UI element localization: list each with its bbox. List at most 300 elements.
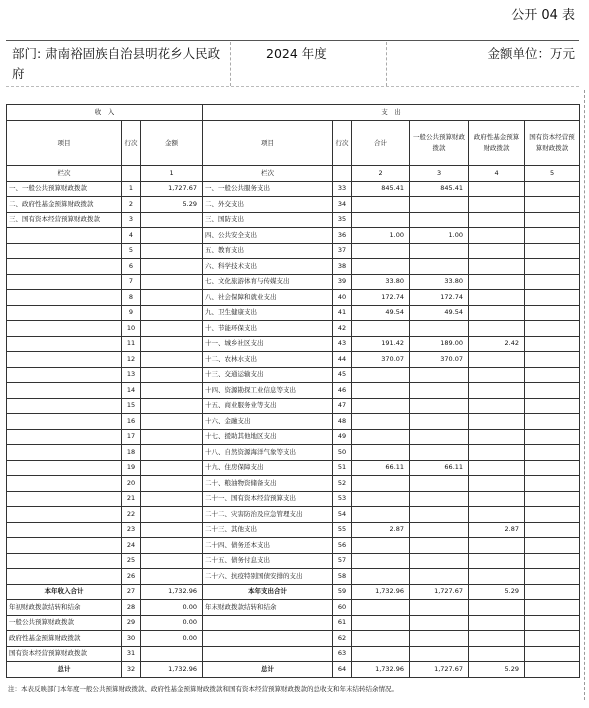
total-cell [352,212,410,228]
income-item-cell [7,367,122,383]
general-budget-cell [410,259,469,275]
gov-fund-cell [469,321,525,337]
expense-row-no-cell: 41 [333,305,352,321]
gov-fund-cell: 5.29 [469,662,525,678]
income-row-no-cell: 19 [122,460,141,476]
income-item-cell [7,228,122,244]
income-item-header: 项目 [7,121,122,166]
state-capital-cell [525,615,580,631]
income-item-cell [7,569,122,585]
table-row [7,274,580,290]
state-capital-cell [525,290,580,306]
state-capital-header: 国有资本经营预算财政拨款 [525,121,580,166]
table-row [7,197,580,213]
state-capital-cell [525,445,580,461]
income-amount-cell: 0.00 [141,615,203,631]
total-cell: 66.11 [352,460,410,476]
gov-fund-cell [469,352,525,368]
total-cell [352,538,410,554]
expense-row-no-cell: 56 [333,538,352,554]
income-amount-cell [141,460,203,476]
income-amount-cell [141,507,203,523]
state-capital-cell [525,584,580,600]
income-item-cell [7,507,122,523]
total-cell: 49.54 [352,305,410,321]
total-cell [352,259,410,275]
general-budget-cell: 1,727.67 [410,662,469,678]
expense-item-header: 项目 [203,121,333,166]
state-capital-cell [525,259,580,275]
expense-item-cell: 十三、交通运输支出 [203,367,333,383]
income-amount-cell [141,212,203,228]
gov-fund-cell [469,646,525,662]
income-row-no-cell: 23 [122,522,141,538]
table-row [7,553,580,569]
income-row-no-cell: 18 [122,445,141,461]
income-row-no-cell: 8 [122,290,141,306]
income-row-no-cell: 17 [122,429,141,445]
table-row [7,507,580,523]
table-row [7,243,580,259]
total-cell [352,646,410,662]
general-budget-cell [410,367,469,383]
total-cell [352,569,410,585]
expense-item-cell: 八、社会保障和就业支出 [203,290,333,306]
gov-fund-cell [469,600,525,616]
income-amount-cell [141,321,203,337]
expense-item-cell: 二十三、其他支出 [203,522,333,538]
general-budget-cell [410,398,469,414]
column-header-row [7,121,580,166]
expense-section-header: 支 出 [203,105,580,121]
total-cell: 370.07 [352,352,410,368]
state-capital-cell [525,476,580,492]
gov-fund-cell: 5.29 [469,584,525,600]
header-bottom-divider [6,86,579,87]
state-capital-cell [525,212,580,228]
income-item-cell [7,538,122,554]
income-item-cell [7,476,122,492]
income-amount-cell: 1,732.96 [141,584,203,600]
expense-row-no-cell: 49 [333,429,352,445]
gov-fund-cell [469,228,525,244]
general-budget-cell [410,476,469,492]
table-row [7,460,580,476]
gov-fund-cell [469,414,525,430]
table-row [7,584,580,600]
income-amount-cell [141,569,203,585]
gov-fund-cell [469,631,525,647]
income-row-no-cell: 26 [122,569,141,585]
general-budget-cell [410,553,469,569]
state-capital-cell [525,197,580,213]
income-amount-cell [141,522,203,538]
expense-item-cell: 二、外交支出 [203,197,333,213]
state-capital-cell [525,228,580,244]
income-item-cell: 年初财政拨款结转和结余 [7,600,122,616]
general-budget-cell: 845.41 [410,181,469,197]
state-capital-cell [525,414,580,430]
gov-fund-header: 政府性基金预算财政拨款 [469,121,525,166]
gov-fund-cell [469,243,525,259]
header-cell-divider [386,42,387,86]
expense-row-no-cell: 33 [333,181,352,197]
income-item-cell [7,274,122,290]
income-row-no-cell: 11 [122,336,141,352]
column-label: 栏次 [203,166,333,182]
expense-row-no-cell: 54 [333,507,352,523]
income-item-cell: 政府性基金预算财政拨款 [7,631,122,647]
table-row [7,367,580,383]
income-row-no-cell: 13 [122,367,141,383]
income-amount-cell [141,274,203,290]
gov-fund-cell [469,429,525,445]
gov-fund-cell [469,507,525,523]
gov-fund-cell [469,305,525,321]
income-amount-cell: 1,732.96 [141,662,203,678]
total-cell [352,615,410,631]
state-capital-cell [525,367,580,383]
table-row [7,336,580,352]
expense-row-no-cell: 62 [333,631,352,647]
expense-row-no-cell: 52 [333,476,352,492]
income-item-cell [7,414,122,430]
expense-row-no-cell: 60 [333,600,352,616]
expense-item-cell: 十七、援助其他地区支出 [203,429,333,445]
table-row [7,398,580,414]
table-row [7,600,580,616]
income-item-cell: 二、政府性基金预算财政拨款 [7,197,122,213]
total-cell [352,414,410,430]
table-row [7,569,580,585]
income-amount-cell [141,646,203,662]
income-row-no-cell: 24 [122,538,141,554]
general-budget-cell: 1.00 [410,228,469,244]
general-budget-cell [410,429,469,445]
expense-row-no-cell: 59 [333,584,352,600]
expense-item-cell: 年末财政拨款结转和结余 [203,600,333,616]
total-cell [352,429,410,445]
table-row [7,305,580,321]
income-row-no-header: 行次 [122,121,141,166]
income-item-cell: 一般公共预算财政拨款 [7,615,122,631]
column-number: 2 [352,166,410,182]
income-amount-header: 金额 [141,121,203,166]
expense-item-cell: 总计 [203,662,333,678]
income-amount-cell [141,305,203,321]
table-row [7,352,580,368]
income-amount-cell [141,228,203,244]
gov-fund-cell [469,197,525,213]
general-budget-cell [410,445,469,461]
general-budget-cell: 172.74 [410,290,469,306]
income-amount-cell: 1,727.67 [141,181,203,197]
income-item-cell [7,290,122,306]
column-number: 4 [469,166,525,182]
income-item-cell: 国有资本经营预算财政拨款 [7,646,122,662]
table-row [7,429,580,445]
table-row [7,383,580,399]
total-cell [352,321,410,337]
income-item-cell [7,321,122,337]
expense-row-no-cell: 38 [333,259,352,275]
general-budget-cell [410,197,469,213]
income-amount-cell [141,383,203,399]
gov-fund-cell [469,367,525,383]
state-capital-cell [525,429,580,445]
gov-fund-cell [469,398,525,414]
state-capital-cell [525,538,580,554]
state-capital-cell [525,336,580,352]
expense-item-cell [203,615,333,631]
table-row [7,212,580,228]
table-row [7,631,580,647]
income-item-cell: 三、国有资本经营预算财政拨款 [7,212,122,228]
gov-fund-cell [469,538,525,554]
table-row [7,538,580,554]
expense-item-cell: 十六、金融支出 [203,414,333,430]
state-capital-cell [525,600,580,616]
table-row [7,181,580,197]
total-cell [352,197,410,213]
expense-row-no-cell: 40 [333,290,352,306]
general-budget-cell [410,600,469,616]
income-row-no-cell: 27 [122,584,141,600]
department-name: 部门: 肃南裕固族自治县明花乡人民政府 [12,46,221,81]
expense-item-cell: 七、文化旅游体育与传媒支出 [203,274,333,290]
state-capital-cell [525,274,580,290]
column-number: 1 [141,166,203,182]
income-row-no-cell: 20 [122,476,141,492]
section-header-row [7,105,580,121]
expense-item-cell: 十九、住房保障支出 [203,460,333,476]
expense-item-cell: 十四、资源勘探工业信息等支出 [203,383,333,399]
income-item-cell [7,445,122,461]
page-edge-divider [584,90,585,700]
expense-row-no-cell: 43 [333,336,352,352]
expense-item-cell: 十二、农林水支出 [203,352,333,368]
expense-row-no-cell: 55 [333,522,352,538]
income-row-no-cell: 15 [122,398,141,414]
table-row [7,259,580,275]
income-row-no-cell: 1 [122,181,141,197]
income-amount-cell [141,476,203,492]
expense-row-no-cell: 53 [333,491,352,507]
state-capital-cell [525,491,580,507]
general-budget-cell [410,646,469,662]
gov-fund-cell [469,569,525,585]
expense-row-no-cell: 64 [333,662,352,678]
general-budget-cell [410,615,469,631]
income-row-no-cell: 29 [122,615,141,631]
blank-cell [333,166,352,182]
income-row-no-cell: 31 [122,646,141,662]
table-row [7,476,580,492]
general-budget-cell: 49.54 [410,305,469,321]
income-row-no-cell: 16 [122,414,141,430]
total-cell [352,600,410,616]
total-cell [352,507,410,523]
expense-row-no-cell: 45 [333,367,352,383]
general-budget-header: 一般公共预算财政拨款 [410,121,469,166]
general-budget-cell [410,491,469,507]
expense-item-cell: 十五、商业服务业等支出 [203,398,333,414]
header-divider [6,40,579,41]
income-amount-cell [141,290,203,306]
expense-row-no-cell: 47 [333,398,352,414]
expense-item-cell: 十八、自然资源海洋气象等支出 [203,445,333,461]
expense-row-no-cell: 50 [333,445,352,461]
expense-item-cell: 二十、粮油物资储备支出 [203,476,333,492]
table-body [7,181,580,677]
total-cell [352,398,410,414]
income-item-cell: 一、一般公共预算财政拨款 [7,181,122,197]
total-cell [352,476,410,492]
income-item-cell [7,259,122,275]
expense-row-no-cell: 46 [333,383,352,399]
gov-fund-cell: 2.42 [469,336,525,352]
total-cell: 1,732.96 [352,584,410,600]
blank-cell [122,166,141,182]
column-label: 栏次 [7,166,122,182]
expense-row-no-cell: 37 [333,243,352,259]
total-cell [352,243,410,259]
table-row [7,321,580,337]
total-cell: 2.87 [352,522,410,538]
total-cell: 845.41 [352,181,410,197]
income-amount-cell: 0.00 [141,600,203,616]
income-amount-cell [141,352,203,368]
total-cell [352,445,410,461]
form-code: 公开 04 表 [511,8,575,23]
general-budget-cell [410,522,469,538]
table-row [7,646,580,662]
general-budget-cell [410,212,469,228]
income-item-cell [7,491,122,507]
general-budget-cell [410,538,469,554]
income-item-cell [7,336,122,352]
expense-item-cell: 九、卫生健康支出 [203,305,333,321]
total-cell: 191.42 [352,336,410,352]
table-row [7,522,580,538]
expense-row-no-cell: 48 [333,414,352,430]
total-cell [352,367,410,383]
gov-fund-cell [469,274,525,290]
state-capital-cell [525,243,580,259]
income-row-no-cell: 5 [122,243,141,259]
income-item-cell [7,398,122,414]
income-amount-cell [141,259,203,275]
income-amount-cell [141,553,203,569]
income-amount-cell [141,336,203,352]
state-capital-cell [525,460,580,476]
income-row-no-cell: 2 [122,197,141,213]
income-amount-cell: 5.29 [141,197,203,213]
gov-fund-cell [469,460,525,476]
total-cell [352,553,410,569]
total-cell: 33.80 [352,274,410,290]
expense-row-no-cell: 42 [333,321,352,337]
expense-row-no-cell: 44 [333,352,352,368]
general-budget-cell [410,631,469,647]
expense-item-cell: 五、教育支出 [203,243,333,259]
income-row-no-cell: 3 [122,212,141,228]
general-budget-cell [410,243,469,259]
state-capital-cell [525,507,580,523]
income-row-no-cell: 28 [122,600,141,616]
income-item-cell [7,305,122,321]
general-budget-cell [410,321,469,337]
expense-item-cell: 本年支出合计 [203,584,333,600]
expense-row-no-cell: 36 [333,228,352,244]
general-budget-cell [410,507,469,523]
expense-row-no-cell: 58 [333,569,352,585]
total-cell [352,631,410,647]
income-amount-cell [141,414,203,430]
expense-item-cell: 一、一般公共服务支出 [203,181,333,197]
income-section-header: 收 入 [7,105,203,121]
state-capital-cell [525,569,580,585]
income-item-cell: 本年收入合计 [7,584,122,600]
budget-table [6,104,580,678]
column-number-row [7,166,580,182]
gov-fund-cell [469,383,525,399]
table-row [7,615,580,631]
income-amount-cell: 0.00 [141,631,203,647]
general-budget-cell: 370.07 [410,352,469,368]
state-capital-cell [525,646,580,662]
income-amount-cell [141,367,203,383]
expense-row-no-cell: 35 [333,212,352,228]
total-cell [352,491,410,507]
gov-fund-cell [469,445,525,461]
gov-fund-cell [469,259,525,275]
income-row-no-cell: 22 [122,507,141,523]
table-row [7,414,580,430]
expense-item-cell: 十、节能环保支出 [203,321,333,337]
income-item-cell [7,243,122,259]
expense-row-no-header: 行次 [333,121,352,166]
expense-item-cell: 二十六、抗疫特别国债安排的支出 [203,569,333,585]
state-capital-cell [525,352,580,368]
income-row-no-cell: 30 [122,631,141,647]
expense-item-cell: 四、公共安全支出 [203,228,333,244]
gov-fund-cell [469,181,525,197]
income-amount-cell [141,398,203,414]
income-item-cell [7,352,122,368]
income-row-no-cell: 10 [122,321,141,337]
income-row-no-cell: 7 [122,274,141,290]
general-budget-cell: 66.11 [410,460,469,476]
income-amount-cell [141,445,203,461]
gov-fund-cell [469,553,525,569]
gov-fund-cell [469,476,525,492]
general-budget-cell: 189.00 [410,336,469,352]
table-row [7,445,580,461]
expense-row-no-cell: 51 [333,460,352,476]
fiscal-year: 2024 年度 [266,46,327,61]
expense-row-no-cell: 39 [333,274,352,290]
income-item-cell: 总计 [7,662,122,678]
expense-item-cell: 二十五、债务付息支出 [203,553,333,569]
table-row [7,228,580,244]
income-row-no-cell: 25 [122,553,141,569]
amount-unit: 金额单位：万元 [487,46,575,61]
table-row [7,491,580,507]
income-row-no-cell: 32 [122,662,141,678]
gov-fund-cell [469,491,525,507]
expense-item-cell [203,631,333,647]
